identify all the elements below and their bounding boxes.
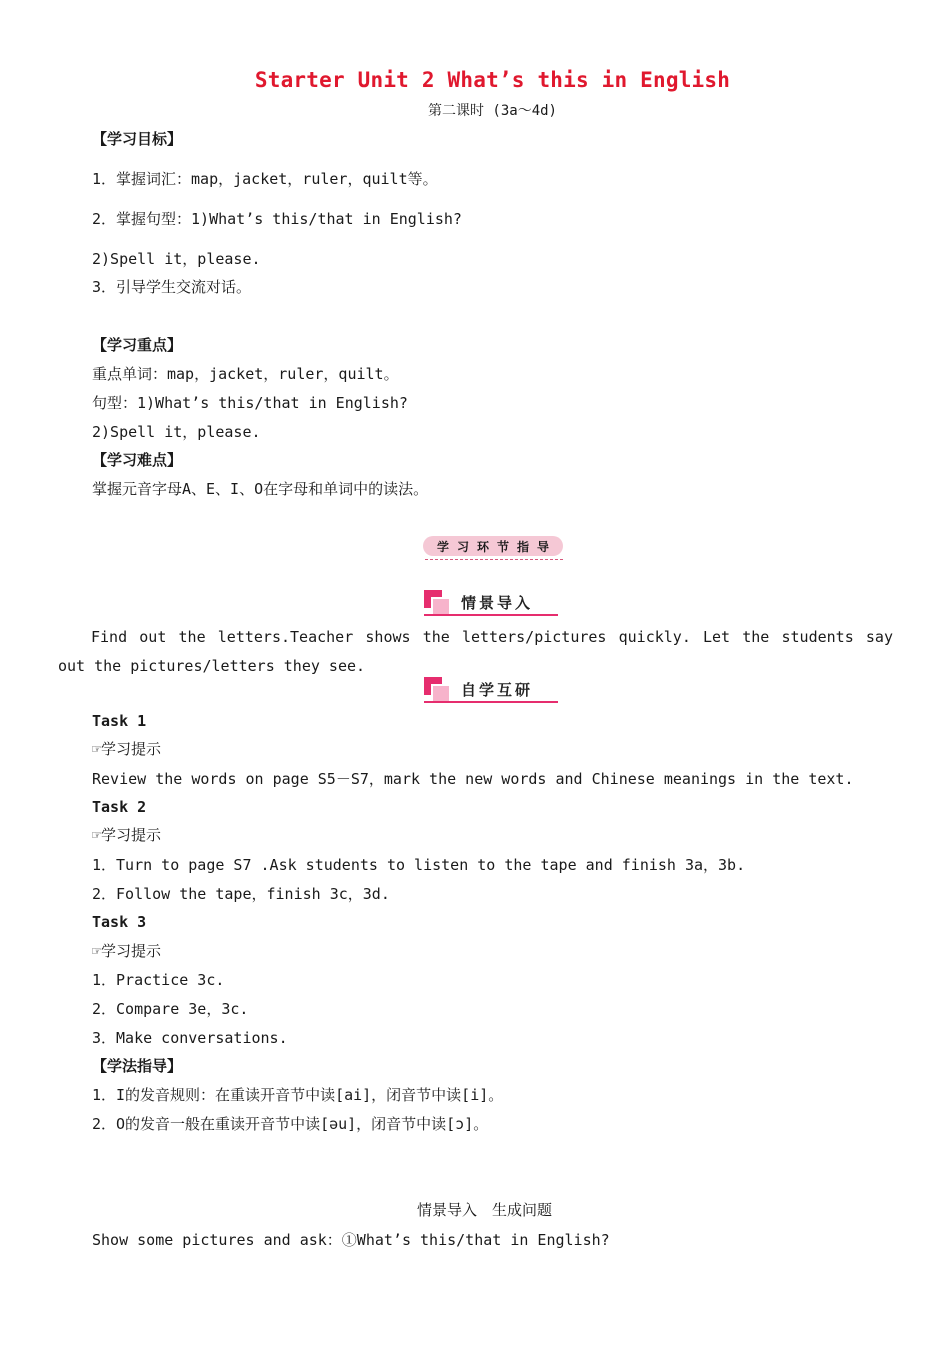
task-line: 1．Turn to page S7 .Ask students to listen to the tape and finish 3a，3b. (92, 856, 746, 874)
banner-underline (425, 559, 563, 560)
method-item: 2．O的发音一般在重读开音节中读[əu]，闭音节中读[ɔ]。 (92, 1115, 489, 1133)
scene-text: Show some pictures and ask：①What’s this/that in English? (92, 1231, 610, 1249)
header-underline (424, 701, 558, 703)
document-title: Starter Unit 2 What’s this in English (254, 68, 731, 92)
header-underline (424, 614, 558, 616)
banner-char: 节 (496, 539, 509, 554)
difficulties-text: 掌握元音字母A、E、I、O在字母和单词中的读法。 (92, 480, 429, 498)
task-title: Task 1 (92, 712, 147, 730)
banner-char: 指 (516, 539, 529, 554)
difficulties-heading: 【学习难点】 (92, 451, 183, 469)
task-title: Task 3 (92, 913, 147, 931)
objective-item: 1．掌握词汇：map，jacket，ruler，quilt等。 (92, 170, 438, 188)
lesson-subtitle: 第二课时 (3a～4d) (427, 103, 557, 119)
task-hint: ☞学习提示 (92, 826, 162, 844)
key-point-item: 重点单词：map，jacket，ruler，quilt。 (92, 365, 399, 383)
study-guide-banner (423, 536, 563, 560)
key-point-item: 句型：1)What’s this/that in English? (92, 394, 408, 412)
banner-char: 习 (456, 539, 469, 554)
section-header-intro (424, 590, 558, 616)
section-header-self-study (424, 677, 558, 703)
banner-char: 环 (476, 539, 489, 554)
objectives-heading: 【学习目标】 (92, 130, 183, 148)
objective-item: 2)Spell it，please. (92, 250, 261, 268)
key-points-heading: 【学习重点】 (92, 336, 183, 354)
objective-item: 2．掌握句型：1)What’s this/that in English? (92, 210, 462, 228)
task-hint: ☞学习提示 (92, 740, 162, 758)
key-point-item: 2)Spell it，please. (92, 423, 261, 441)
task-line: 2．Follow the tape，finish 3c，3d. (92, 885, 390, 903)
method-heading: 【学法指导】 (92, 1057, 183, 1075)
objective-item: 3．引导学生交流对话。 (92, 278, 252, 296)
task-line: 3．Make conversations. (92, 1029, 288, 1047)
banner-char: 学 (436, 539, 449, 554)
header-square-icon (431, 597, 449, 615)
scene-heading: 情景导入 生成问题 (417, 1201, 553, 1219)
header-square-icon (431, 684, 449, 702)
task-line: Review the words on page S5－S7，mark the new words and Chinese meanings in the text. (92, 770, 854, 788)
task-hint: ☞学习提示 (92, 942, 162, 960)
intro-paragraph: Find out the letters.Teacher shows the letters/pictures quickly. Let the students say out the pictures/letters they see. (58, 628, 893, 675)
task-title: Task 2 (92, 798, 147, 816)
section-heading: 情景导入 (461, 594, 534, 612)
method-item: 1．I的发音规则：在重读开音节中读[ai]，闭音节中读[i]。 (92, 1086, 504, 1104)
task-line: 2．Compare 3e，3c. (92, 1000, 249, 1018)
banner-char: 导 (536, 539, 549, 554)
section-heading: 自学互研 (461, 681, 534, 699)
task-line: 1．Practice 3c. (92, 971, 225, 989)
